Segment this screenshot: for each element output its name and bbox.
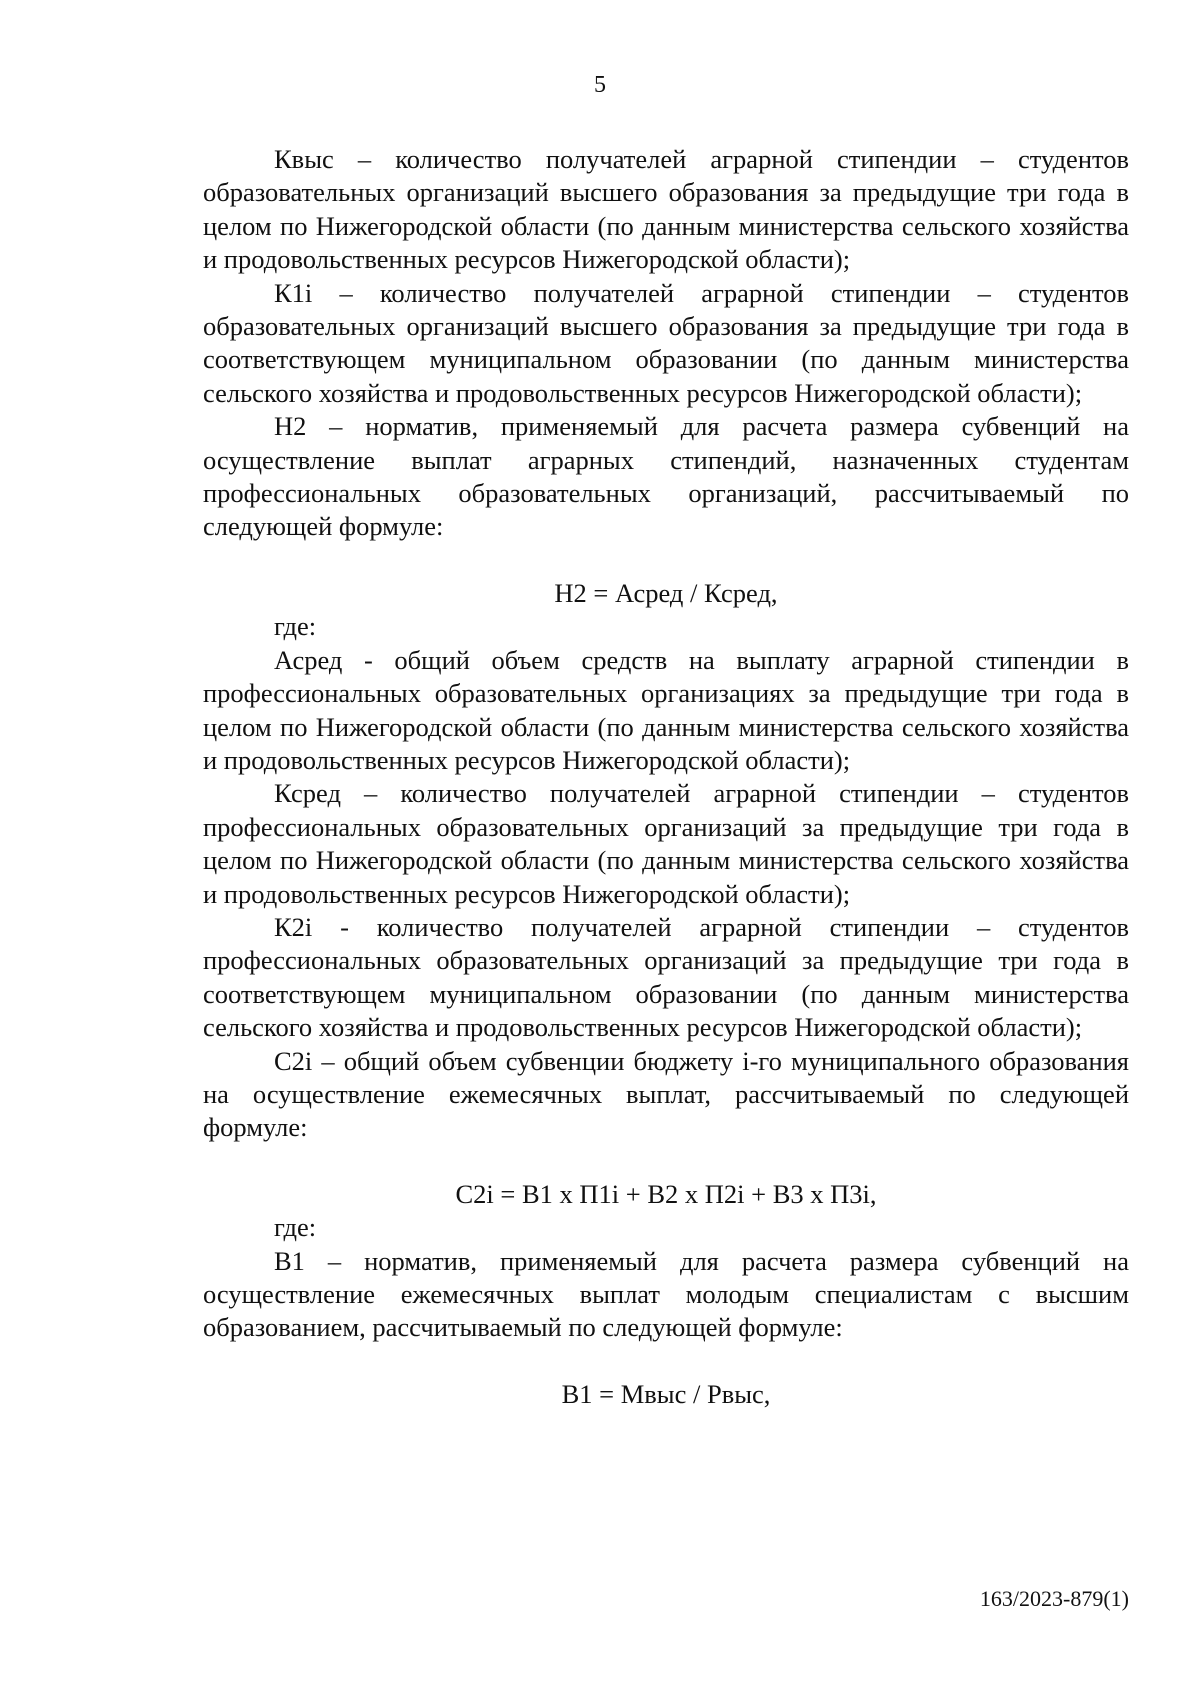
formula-n2: Н2 = Асред / Ксред, bbox=[554, 577, 778, 608]
document-body bbox=[203, 143, 1129, 1411]
paragraph-kvys: Квыс – количество получателей аграрной стипендии – студентов образовательных организаций высшего образования за предыдущие три года в целом по Нижегородской области (по данным министерства сельского хозяйства и продовольственных ресурсов Нижегородской области); bbox=[203, 144, 1129, 275]
where-label: где: bbox=[274, 1212, 317, 1243]
paragraph-c2i: С2i – общий объем субвенции бюджету i-го муниципального образования на осуществление ежемесячных выплат, рассчитываемый по следующей формуле: bbox=[203, 1045, 1129, 1143]
formula-v1: В1 = Мвыс / Рвыс, bbox=[561, 1378, 771, 1409]
paragraph-k1i: К1i – количество получателей аграрной стипендии – студентов образовательных организаций высшего образования за предыдущие три года в соответствующем муниципальном образовании (по данным министерства сельского хозяйства и продовольственных ресурсов Нижегородской области); bbox=[203, 277, 1129, 408]
paragraph-v1: В1 – норматив, применяемый для расчета размера субвенций на осуществление ежемесячных выплат молодым специалистам с высшим образованием, рассчитываемый по следующей формуле: bbox=[203, 1245, 1129, 1343]
paragraph-asred: Асред - общий объем средств на выплату аграрной стипендии в профессиональных образовательных организациях за предыдущие три года в целом по Нижегородской области (по данным министерства сельского хозяйства и продовольственных ресурсов Нижегородской области); bbox=[203, 644, 1129, 775]
paragraph-n2: Н2 – норматив, применяемый для расчета размера субвенций на осуществление выплат аграрных стипендий, назначенных студентам профессиональных образовательных организаций, рассчитываемый по следующей формуле: bbox=[203, 411, 1129, 542]
formula-c2i: С2i = В1 х П1i + В2 х П2i + В3 х П3i, bbox=[455, 1178, 877, 1209]
where-label: где: bbox=[274, 611, 317, 642]
paragraph-ksred: Ксред – количество получателей аграрной стипендии – студентов профессиональных образовательных организаций за предыдущие три года в целом по Нижегородской области (по данным министерства сельского хозяйства и продовольственных ресурсов Нижегородской области); bbox=[203, 778, 1129, 909]
page-number: 5 bbox=[594, 72, 606, 98]
document-code: 163/2023-879(1) bbox=[979, 1586, 1129, 1611]
paragraph-k2i: К2i - количество получателей аграрной стипендии – студентов профессиональных образовательных организаций за предыдущие три года в соответствующем муниципальном образовании (по данным министерства сельского хозяйства и продовольственных ресурсов Нижегородской области); bbox=[203, 911, 1129, 1043]
